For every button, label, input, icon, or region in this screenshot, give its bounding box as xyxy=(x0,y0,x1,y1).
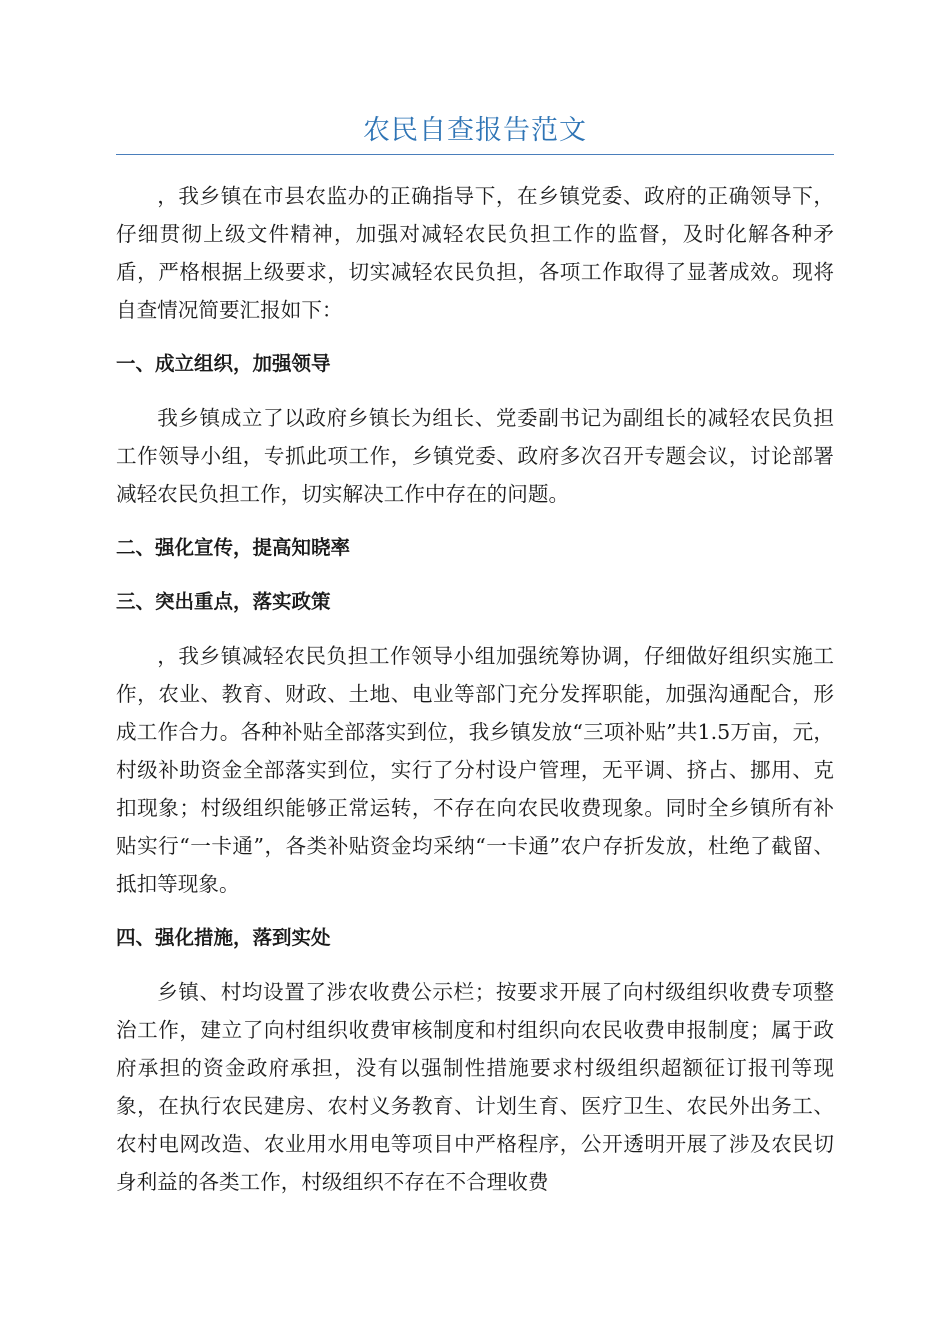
document-title: 农民自查报告范文 xyxy=(363,115,587,146)
section-1-heading: 一、成立组织，加强领导 xyxy=(116,352,331,375)
section-1-body: 我乡镇成立了以政府乡镇长为组长、党委副书记为副组长的减轻农民负担工作领导小组，专抓此项工作，乡镇党委、政府多次召开专题会议，讨论部署减轻农民负担工作，切实解决工作中存在的问题。 xyxy=(116,406,834,506)
document-page xyxy=(116,0,834,1201)
intro-paragraph: ，我乡镇在市县农监办的正确指导下，在乡镇党委、政府的正确领导下，仔细贯彻上级文件精神，加强对减轻农民负担工作的监督，及时化解各种矛盾，严格根据上级要求，切实减轻农民负担，各项工作取得了显著成效。现将自查情况简要汇报如下： xyxy=(116,184,834,322)
section-4-body: 乡镇、村均设置了涉农收费公示栏；按要求开展了向村级组织收费专项整治工作，建立了向村组织收费审核制度和村组织向农民收费申报制度；属于政府承担的资金政府承担，没有以强制性措施要求村级组织超额征订报刊等现象，在执行农民建房、农村义务教育、计划生育、医疗卫生、农民外出务工、农村电网改造、农业用水用电等项目中严格程序，公开透明开展了涉及农民切身利益的各类工作，村级组织不存在不合理收费 xyxy=(116,980,834,1194)
section-3-heading: 三、突出重点，落实政策 xyxy=(116,590,331,613)
title-underline xyxy=(116,154,834,155)
section-2-heading: 二、强化宣传，提高知晓率 xyxy=(116,536,351,559)
section-4-heading: 四、强化措施，落到实处 xyxy=(116,926,331,949)
section-3-body: ，我乡镇减轻农民负担工作领导小组加强统筹协调，仔细做好组织实施工作，农业、教育、财政、土地、电业等部门充分发挥职能，加强沟通配合，形成工作合力。各种补贴全部落实到位，我乡镇发放“三项补贴”共1.5万亩，元，村级补助资金全部落实到位，实行了分村设户管理，无平调、挤占、挪用、克扣现象；村级组织能够正常运转，不存在向农民收费现象。同时全乡镇所有补贴实行“一卡通”，各类补贴资金均采纳“一卡通”农户存折发放，杜绝了截留、抵扣等现象。 xyxy=(116,644,834,896)
